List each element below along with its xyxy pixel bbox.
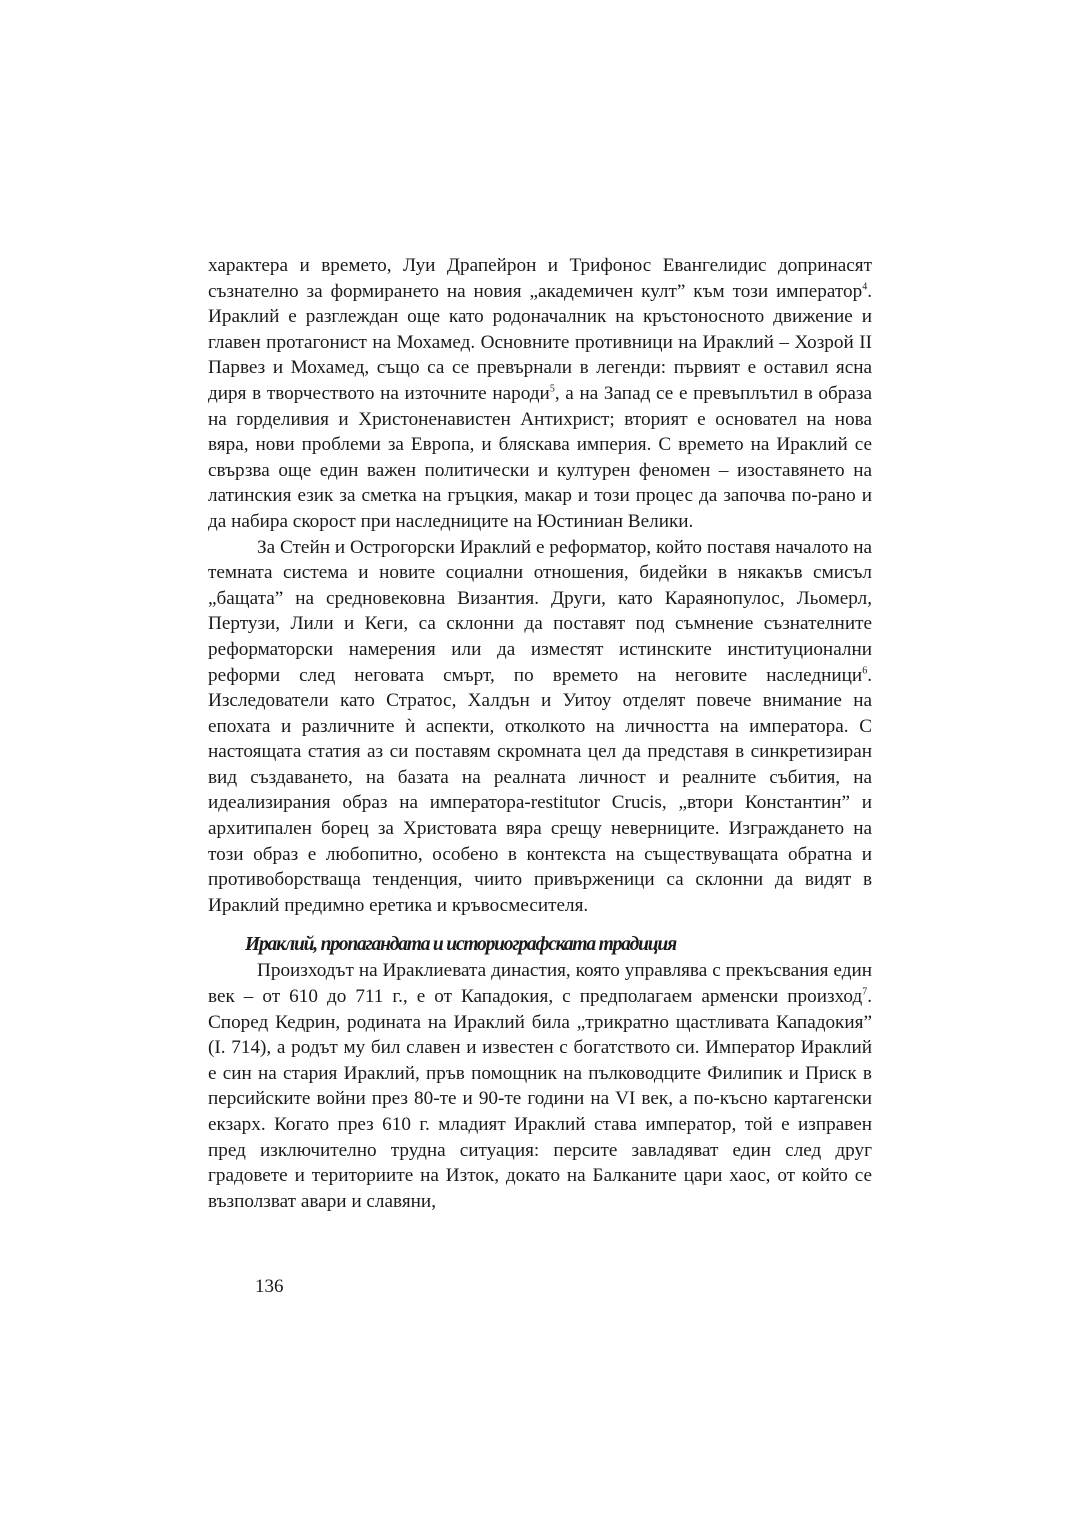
footnote-ref-6[interactable]: 6 <box>862 665 868 677</box>
paragraph-2 <box>208 535 872 919</box>
footnote-ref-7[interactable]: 7 <box>862 986 868 998</box>
paragraph-1 <box>208 253 872 535</box>
text-run: . Изследователи като Стратос, Халдън и Уитоу отделят повече внимание на епохата и различните ѝ аспекти, отколкото на личността на императора. С настоящата статия аз си поставям скромната цел да представя в синкретизиран вид създаването, на базата на реалната личност и реалните събития, на идеализирания образ на императора-restitutor Crucis, „втори Константин” и архитипален борец за Христовата вяра срещу неверниците. Изграждането на този образ е любопитно, особено в контекста на съществуващата обратна и противоборстваща тенденция, чиито привърженици са склонни да видят в Ираклий предимно еретика и кръвосмесителя. <box>208 664 872 916</box>
footnote-ref-4[interactable]: 4 <box>862 281 868 293</box>
paragraph-3 <box>208 958 872 1214</box>
body-text <box>208 253 872 1214</box>
footnote-ref-5[interactable]: 5 <box>549 383 555 395</box>
text-run: Произходът на Ираклиевата династия, която управлява с прекъсвания един век – от 610 до 711 г., е от Кападокия, с предполагаем арменски произход <box>208 960 872 1008</box>
page-number: 136 <box>255 1276 284 1297</box>
text-run: характера и времето, Луи Драпейрон и Трифонос Евангелидис допринасят съзнателно за формирането на новия „академичен култ” към този император <box>208 255 872 302</box>
text-run: . Според Кедрин, родината на Ираклий била „трикратно щастливата Кападокия” (I. 714), а родът му бил славен и известен с богатството си. Император Ираклий е син на стария Ираклий, пръв помощник на пълководците Филипик и Приск в персийските войни през 80-те и 90-те години на VI век, а по-късно картагенски екзарх. Когато през 610 г. младият Ираклий става император, той е изправен пред изключително трудна ситуация: персите завладяват един след друг градовете и териториите на Изток, докато на Балканите цари хаос, от който се възползват авари и славяни, <box>208 986 872 1212</box>
text-run: , а на Запад се е превъплътил в образа на горделивия и Христоненавистен Антихрист; вторият е основател на нова вяра, нови проблеми за Европа, и бляскава империя. С времето на Ираклий се свързва още един важен политически и културен феномен – изоставянето на латинския език за сметка на гръцкия, макар и този процес да започва по-рано и да набира скорост при наследниците на Юстиниан Велики. <box>208 382 872 532</box>
text-run: За Стейн и Острогорски Ираклий е реформатор, който поставя началото на темната система и новите социални отношения, бидейки в някакъв смисъл „бащата” на средновековна Византия. Други, като Караянопулос, Льомерл, Пертузи, Лили и Кеги, са склонни да поставят под съмнение съзнателните реформаторски намерения или да изместят истинските институционални реформи след неговата смърт, по времето на неговите наследници <box>208 536 872 686</box>
section-heading: Ираклий, пропагандата и историографската традиция <box>245 934 676 956</box>
text-run: . Ираклий е разглеждан още като родоначалник на кръстоносното движение и главен протагонист на Мохамед. Основните противници на Ираклий – Хозрой II Парвез и Мохамед, също са се превърнали в легенди: първият е оставил ясна диря в творчеството на източните народи <box>208 280 872 404</box>
